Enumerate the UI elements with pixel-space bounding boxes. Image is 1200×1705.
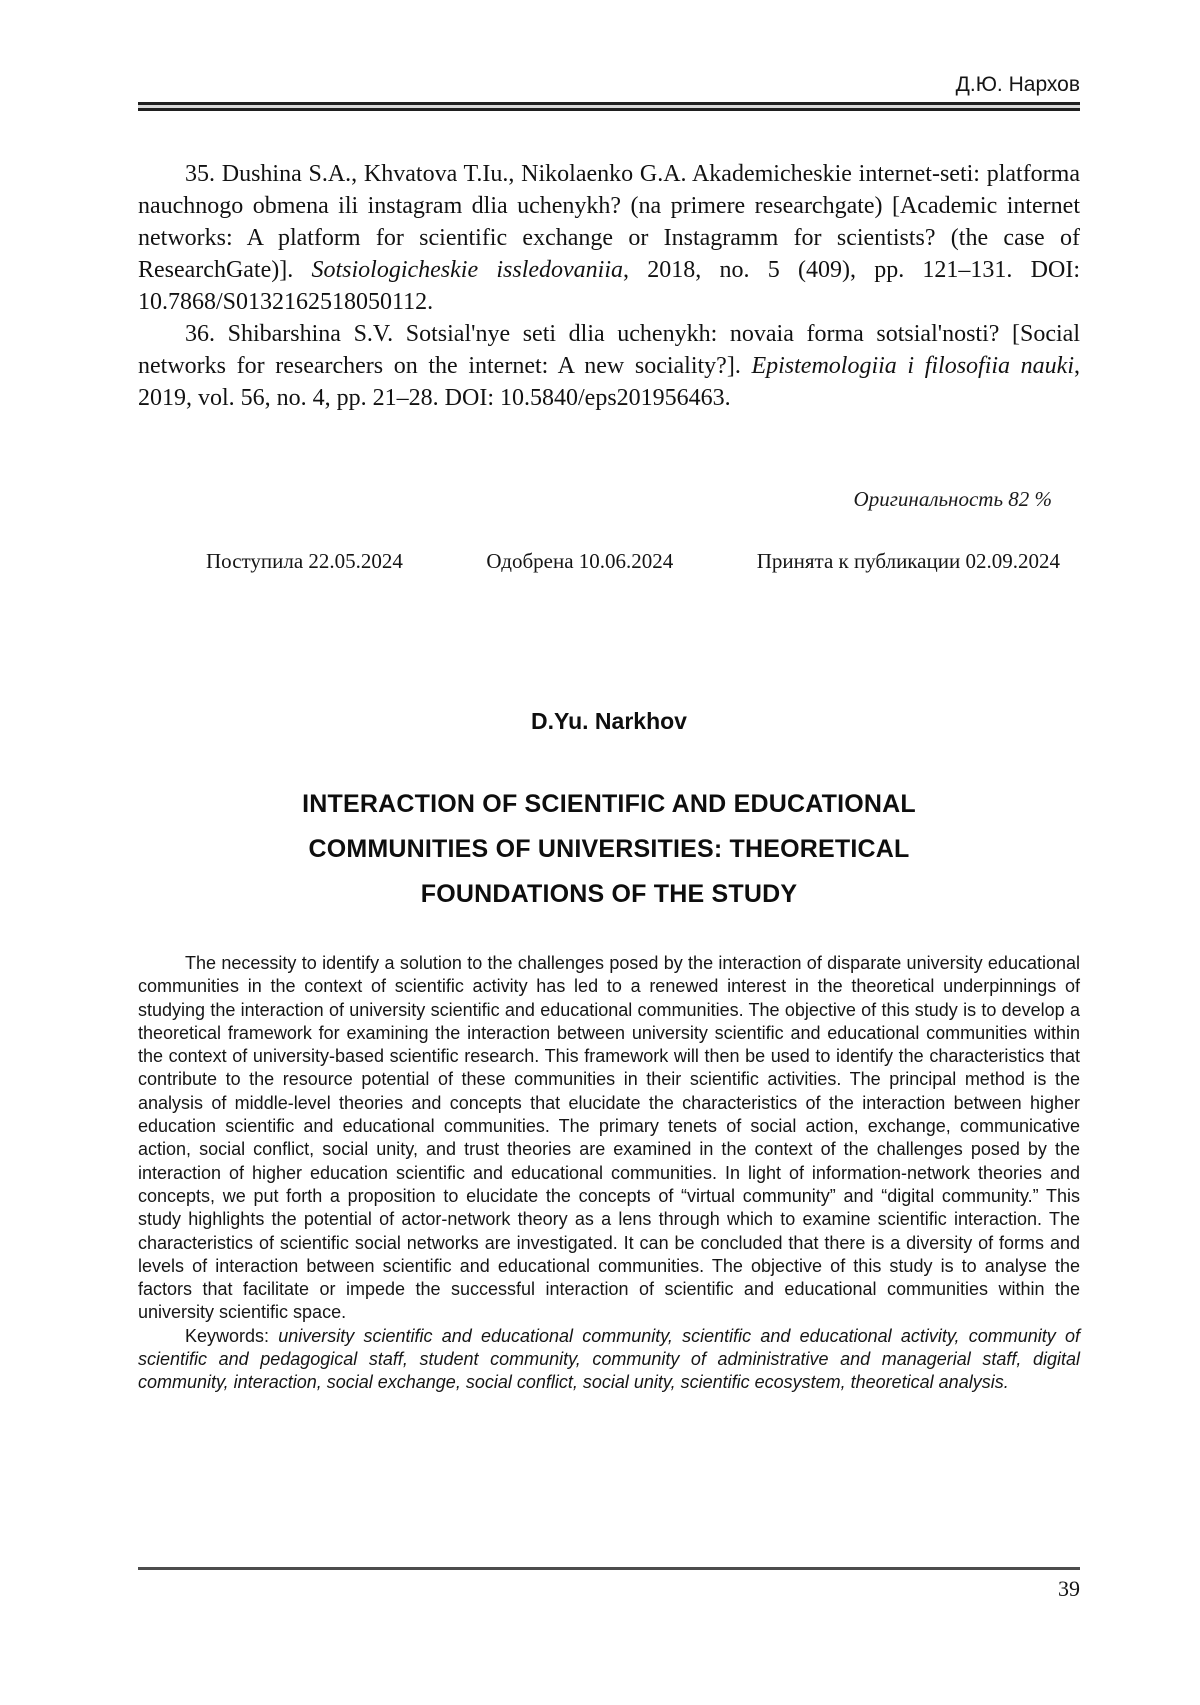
running-head-author: Д.Ю. Нархов bbox=[955, 73, 1080, 96]
date-approved: Одобрена 10.06.2024 bbox=[486, 549, 674, 573]
references-list bbox=[138, 158, 1080, 414]
date-received: Поступила 22.05.2024 bbox=[206, 549, 403, 573]
header-double-rule bbox=[138, 102, 1080, 111]
footer-rule bbox=[138, 1567, 1080, 1570]
reference-item-36 bbox=[138, 318, 1080, 414]
reference-35-text: 35. Dushina S.A., Khvatova T.Iu., Nikolaenko G.A. Akademicheskie internet-seti: platforma nauchnogo obmena ili instagram dlia uchenykh? (na primere researchgate) [Academic internet networks: A platform for scientific exchange or Instagramm for scientists? (the case of ResearchGate)]. bbox=[138, 161, 1080, 283]
article-title bbox=[138, 782, 1080, 917]
article-title-line-2: COMMUNITIES OF UNIVERSITIES: THEORETICAL bbox=[308, 835, 910, 863]
abstract-section bbox=[138, 952, 1080, 1395]
article-title-line-3: FOUNDATIONS OF THE STUDY bbox=[420, 880, 798, 908]
keywords-list: university scientific and educational community, scientific and educational activity, community of scientific and pedagogical staff, student community, community of administrative and managerial staff, digital community, interaction, social exchange, social conflict, social unity, scientific ecosystem, theoretical analysis. bbox=[138, 1325, 1080, 1393]
keywords-label: Keywords: bbox=[185, 1325, 279, 1346]
reference-36-journal: Epistemologiia i filosofiia nauki bbox=[751, 353, 1074, 379]
reference-35-journal: Sotsiologicheskie issledovaniia bbox=[311, 257, 624, 283]
submission-dates bbox=[138, 549, 1080, 574]
article-author: D.Yu. Narkhov bbox=[531, 708, 687, 734]
article-title-line-1: INTERACTION OF SCIENTIFIC AND EDUCATIONAL bbox=[302, 790, 916, 818]
date-accepted: Принята к публикации 02.09.2024 bbox=[756, 549, 1060, 573]
reference-item-35 bbox=[138, 158, 1080, 318]
reference-36-tail: , 2019, vol. 56, no. 4, pp. 21–28. DOI: 10.5840/eps201956463. bbox=[138, 353, 1080, 411]
reference-36-text: 36. Shibarshina S.V. Sotsial'nye seti dlia uchenykh: novaia forma sotsial'nosti? [Social networks for researchers on the internet: A new sociality?]. bbox=[138, 321, 1080, 379]
reference-35-tail: , 2018, no. 5 (409), pp. 121–131. DOI: 10.7868/S0132162518050112. bbox=[138, 257, 1080, 315]
originality-note: Оригинальность 82 % bbox=[853, 487, 1052, 511]
abstract-text: The necessity to identify a solution to the challenges posed by the interaction of disparate university educational communities in the context of scientific activity has led to a renewed interest in the theoretical underpinnings of studying the interaction of university scientific and educational communities. The objective of this study is to develop a theoretical framework for examining the interaction between university scientific and educational communities within the context of university-based scientific research. This framework will then be used to identify the characteristics that contribute to the resource potential of these communities in their scientific activities. The principal method is the analysis of middle-level theories and concepts that elucidate the characteristics of the interaction between higher education scientific and educational communities. The primary tenets of social action, exchange, communicative action, social conflict, social unity, and trust theories are examined in the context of the challenges posed by the interaction of higher education scientific and educational communities. In light of information-network theories and concepts, we put forth a proposition to elucidate the concepts of “virtual community” and “digital community.” This study highlights the potential of actor-network theory as a lens through which to examine scientific interaction. The characteristics of scientific social networks are investigated. It can be concluded that there is a diversity of forms and levels of interaction between scientific and educational communities. The objective of this study is to analyse the factors that facilitate or impede the successful interaction of scientific and educational communities within the university scientific space. bbox=[138, 953, 1080, 1323]
keywords-paragraph bbox=[138, 1325, 1080, 1395]
page-number: 39 bbox=[1058, 1576, 1080, 1601]
